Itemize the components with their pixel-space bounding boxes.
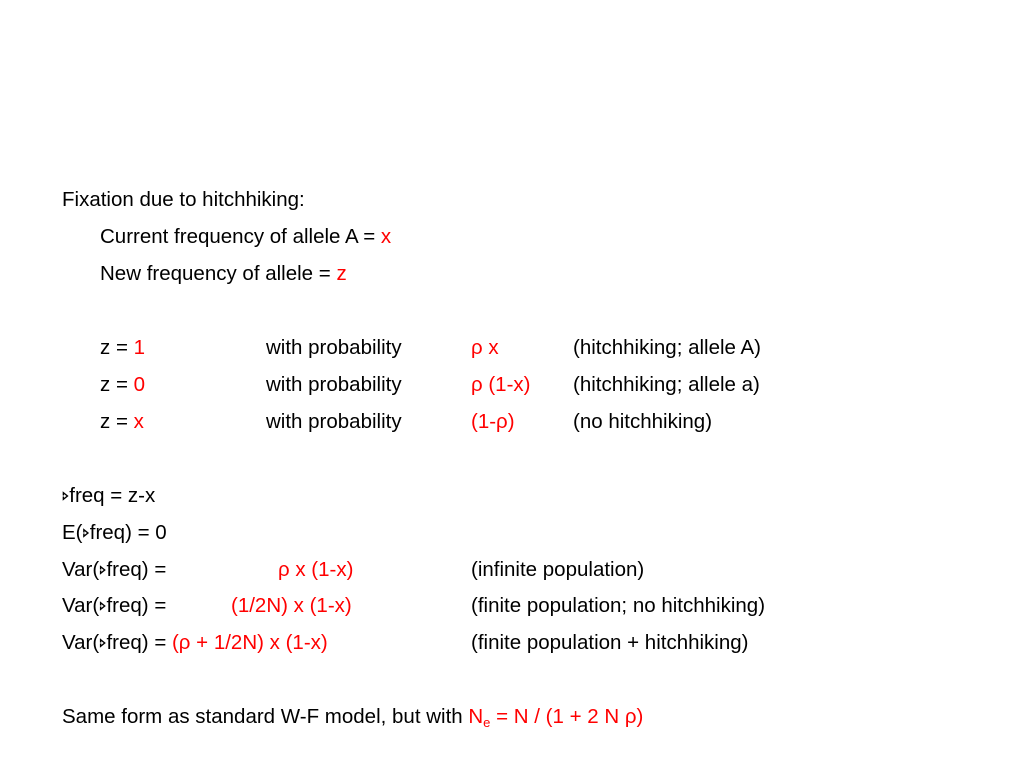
case-z-value: z = 1 [100, 336, 146, 359]
delta-freq-text: freq = z-x [69, 484, 156, 507]
delta-icon: 🢖 [99, 600, 107, 615]
case-z-value: z = x [100, 410, 144, 433]
variance-note: (finite population; no hitchhiking) [471, 594, 766, 617]
case-note: (no hitchhiking) [573, 410, 713, 433]
new-frequency-line [100, 262, 347, 286]
variance-note: (finite population + hitchhiking) [471, 631, 749, 654]
delta-freq-line [62, 484, 155, 511]
case-note: (hitchhiking; allele a) [573, 373, 760, 396]
variance-label: Var(🢖freq) = [62, 558, 166, 585]
delta-icon: 🢖 [99, 564, 107, 579]
current-frequency-line [100, 225, 391, 249]
conclusion-text: Same form as standard W-F model, but with [62, 705, 469, 728]
new-frequency-label: New frequency of allele = [100, 262, 337, 285]
conclusion-line [62, 705, 643, 729]
variance-label: Var(🢖freq) = [62, 594, 166, 621]
case-probability: ρ x [471, 336, 499, 359]
case-with-probability: with probability [266, 410, 402, 433]
effective-population-size: $N_e = N / (1 + 2$ N ρ) [468, 705, 644, 730]
delta-icon: 🢖 [62, 490, 70, 505]
delta-icon: 🢖 [82, 527, 90, 542]
case-z-value: z = 0 [100, 373, 146, 396]
expectation-line: E(🢖freq) = 0 [62, 521, 167, 548]
variance-label: Var(🢖freq) = (ρ + 1/2N) x (1-x) [62, 631, 328, 658]
new-frequency-value: z [336, 262, 347, 285]
heading: Fixation due to hitchhiking: [62, 188, 305, 211]
case-note: (hitchhiking; allele A) [573, 336, 762, 359]
variance-note: (infinite population) [471, 558, 645, 581]
case-probability: ρ (1-x) [471, 373, 531, 396]
variance-expression: (ρ + 1/2N) x (1-x) [171, 631, 328, 654]
variance-expression: ρ x (1-x) [278, 558, 354, 581]
current-frequency-label: Current frequency of allele A = [100, 225, 381, 248]
case-with-probability: with probability [266, 373, 402, 396]
case-probability: (1-ρ) [471, 410, 515, 433]
current-frequency-value: x [380, 225, 392, 248]
delta-icon: 🢖 [99, 637, 107, 652]
variance-expression: (1/2N) x (1-x) [231, 594, 352, 617]
case-with-probability: with probability [266, 336, 402, 359]
